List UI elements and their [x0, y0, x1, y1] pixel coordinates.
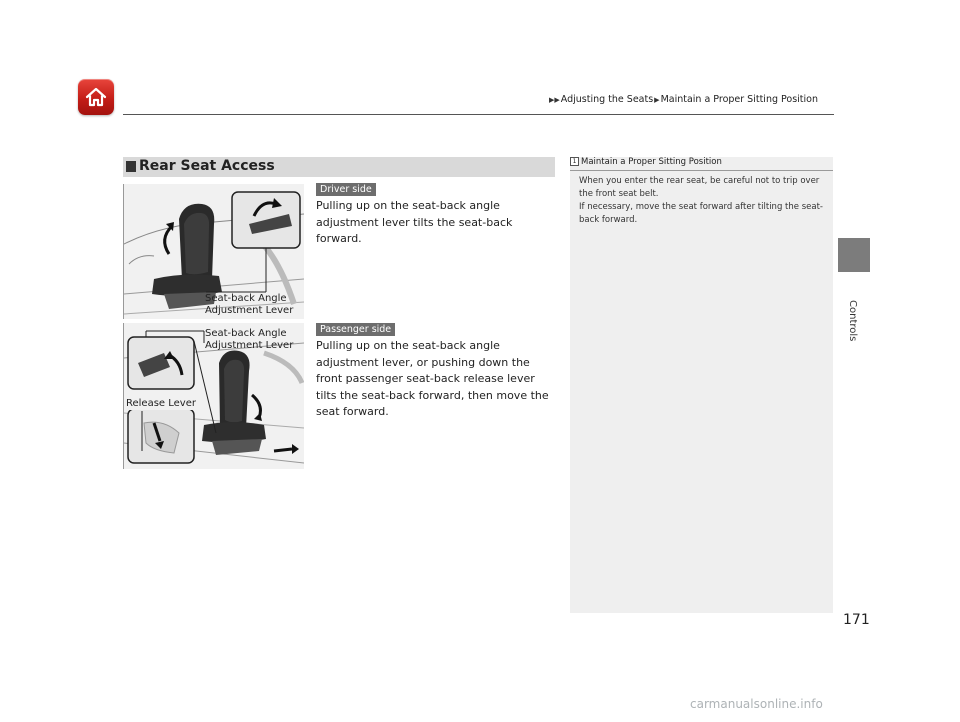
section-marker-icon: [126, 161, 136, 172]
callout-line: Adjustment Lever: [205, 340, 294, 351]
callout-line: Adjustment Lever: [205, 305, 294, 316]
driver-lever-callout: [205, 293, 293, 317]
passenger-side-tag: Passenger side: [316, 323, 395, 336]
home-icon: [84, 85, 108, 109]
header-divider: [123, 114, 834, 115]
driver-side-text: Pulling up on the seat-back angle adjustment lever tilts the seat-back forward.: [316, 199, 513, 245]
driver-side-tag: Driver side: [316, 183, 376, 196]
release-lever-callout: Release Lever: [126, 398, 196, 409]
note-title: [570, 157, 722, 167]
page-number: 171: [843, 612, 870, 628]
breadcrumb-link-adjusting-seats[interactable]: Adjusting the Seats: [560, 94, 654, 105]
chapter-tab-label: Controls: [847, 300, 858, 342]
callout-line: Seat-back Angle: [205, 293, 287, 304]
breadcrumb-arrow-icon: ▶: [654, 96, 660, 104]
watermark: carmanualsonline.info: [690, 697, 823, 711]
breadcrumb: [548, 94, 818, 105]
note-text: [579, 175, 829, 227]
note-title-text: Maintain a Proper Sitting Position: [581, 157, 722, 167]
note-ref-icon: 1: [570, 157, 579, 166]
section-title: Rear Seat Access: [139, 158, 275, 174]
callout-line: Seat-back Angle: [205, 328, 287, 339]
note-divider: [570, 170, 833, 171]
section-header: [123, 157, 555, 177]
note-line: If necessary, move the seat forward after tilting the seat-back forward.: [579, 202, 823, 225]
passenger-lever-callout: [205, 328, 293, 352]
passenger-side-text: Pulling up on the seat-back angle adjustment lever, or pushing down the front passenger seat-back release lever tilts the seat-back forward, then move the seat forward.: [316, 339, 549, 418]
breadcrumb-current: Maintain a Proper Sitting Position: [660, 94, 818, 105]
note-line: When you enter the rear seat, be careful not to trip over the front seat belt.: [579, 176, 820, 199]
home-button[interactable]: [78, 79, 114, 115]
chapter-tab[interactable]: [838, 238, 870, 272]
breadcrumb-arrow-icon: ▶▶: [549, 96, 560, 104]
